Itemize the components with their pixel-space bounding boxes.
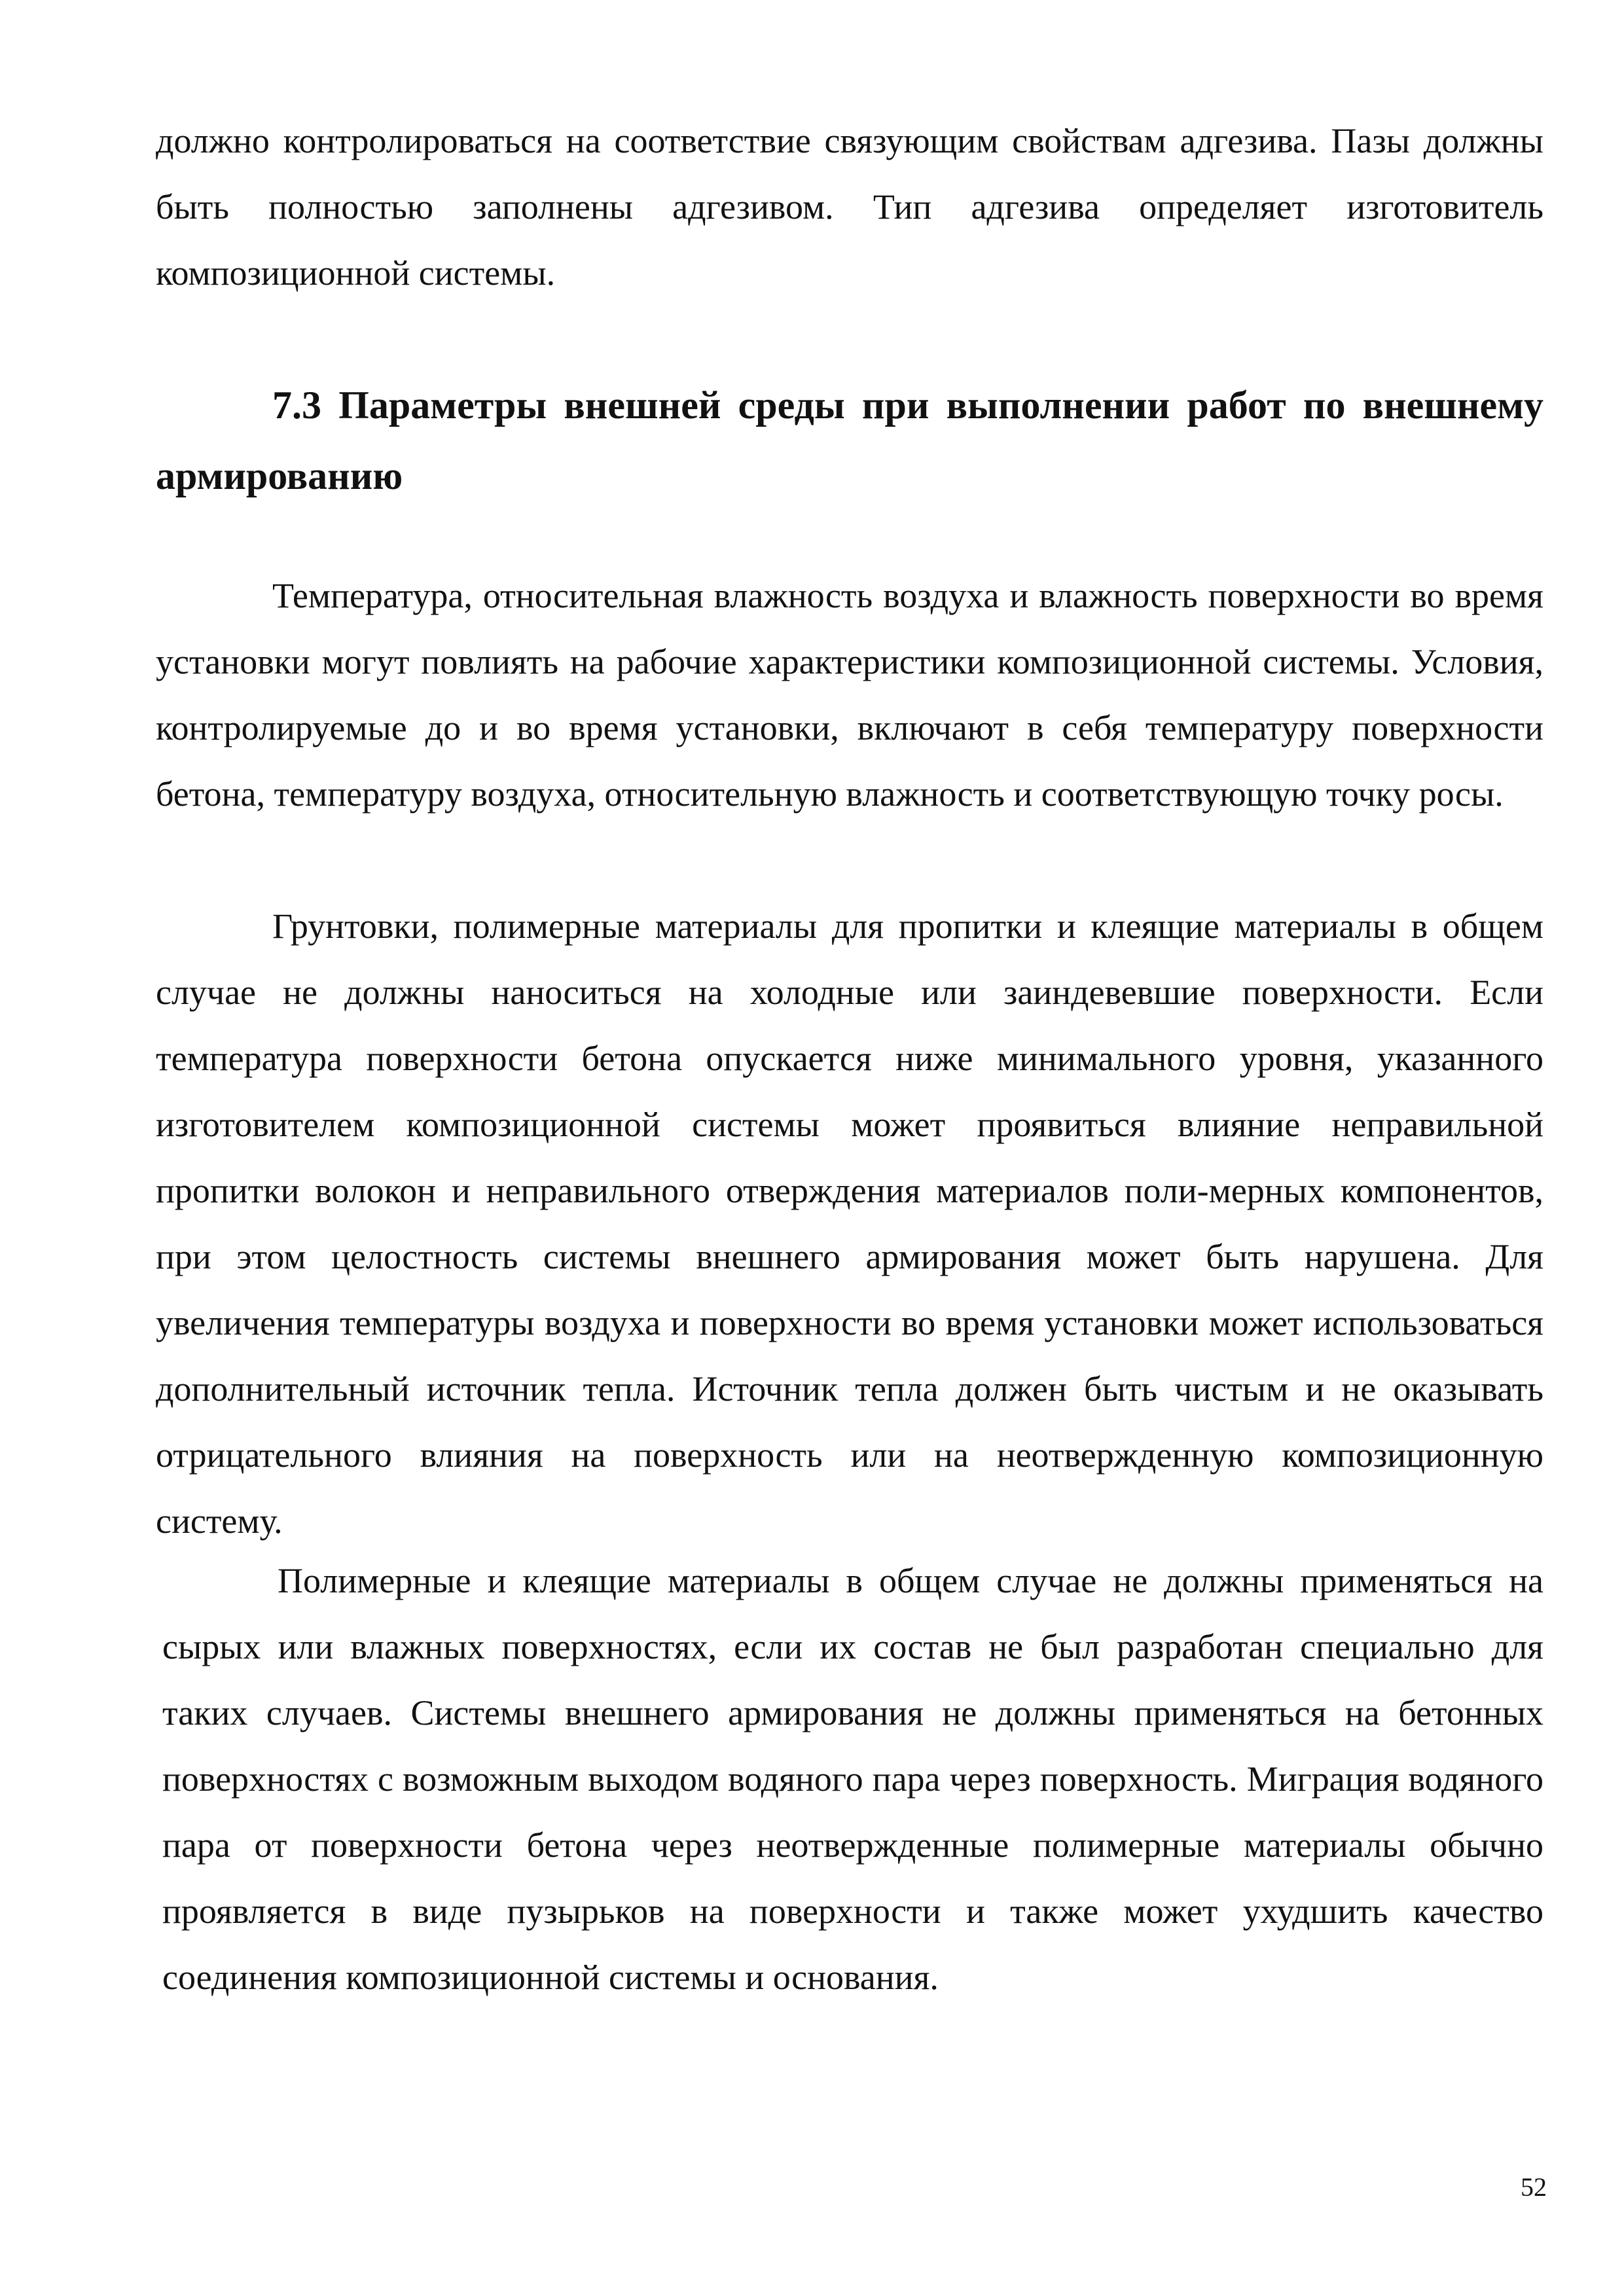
page-number: 52 (1521, 2172, 1547, 2202)
paragraph-wet-surfaces: Полимерные и клеящие материалы в общем случае не должны применяться на сырых или влажных поверхностях, если их состав не был разработан специально для таких случаев. Системы внешнего армирования не должны применяться на бетонных поверхностях с возможным выходом водяного пара через поверхность. Миграция водяного пара от поверхности бетона через неотвержденные полимерные материалы обычно проявляется в виде пузырьков на поверхности и также может ухудшить качество соединения композиционной системы и основания. (162, 1561, 1543, 1997)
paragraph-continuation: должно контролироваться на соответствие связующим свойствам адгезива. Пазы должны быть полностью заполнены адгезивом. Тип адгезива определяет изготовитель композиционной системы. (156, 121, 1543, 293)
paragraph-cold-surfaces: Грунтовки, полимерные материалы для пропитки и клеящие материалы в общем случае не должны наноситься на холодные или заиндевевшие поверхности. Если температура поверхности бетона опускается ниже минимального уровня, указанного изготовителем композиционной системы может проявиться влияние неправильной пропитки волокон и неправильного отверждения материалов поли-мерных компонентов, при этом целостность системы внешнего армирования может быть нарушена. Для увеличения температуры воздуха и поверхности во время установки может использоваться дополнительный источник тепла. Источник тепла должен быть чистым и не оказывать отрицательного влияния на поверхность или на неотвержденную композиционную систему. (156, 906, 1543, 1541)
section-heading: 7.3 Параметры внешней среды при выполнении работ по внешнему армированию (156, 384, 1543, 497)
paragraph-environment-conditions: Температура, относительная влажность воздуха и влажность поверхности во время установки могут повлиять на рабочие характеристики композиционной системы. Условия, контролируемые до и во время установки, включают в себя температуру поверхности бетона, температуру воздуха, относительную влажность и соответствующую точку росы. (156, 576, 1543, 814)
